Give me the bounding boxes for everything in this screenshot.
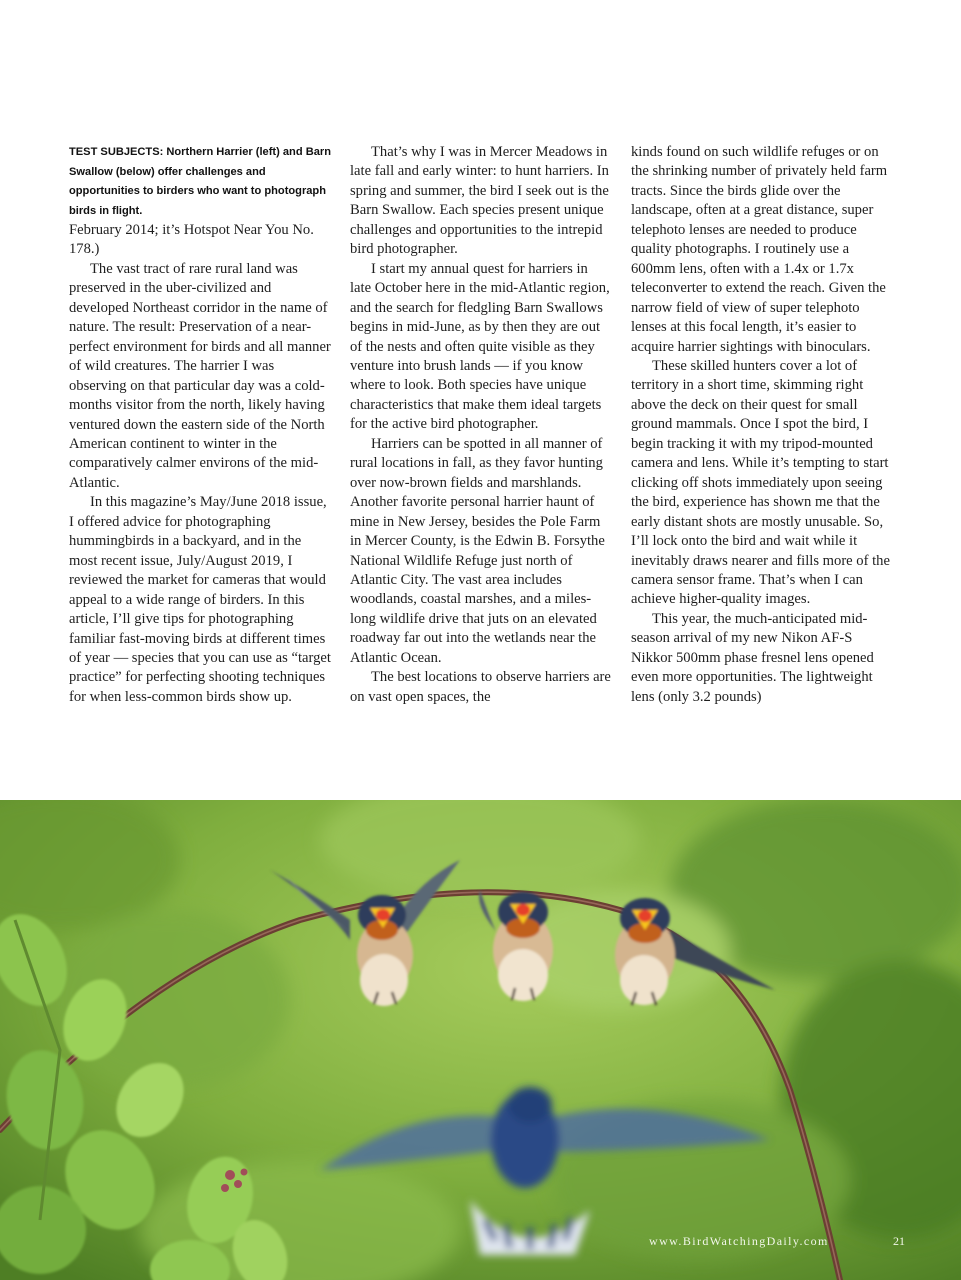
- paragraph: The vast tract of rare rural land was preserved in the uber-civilized and developed Northeast corridor in the name of nature. The result: Preservation of a near-perfect environment for birds and all manner of wild creatures. The harrier I was observing on that particular day was a cold-months visitor from the north, likely having ventured down the eastern side of the North American continent to winter in the comparatively calmer environs of the mid-Atlantic.: [69, 260, 331, 491]
- article-column-2: [350, 143, 612, 707]
- paragraph: The best locations to observe harriers are on vast open spaces, the: [350, 669, 611, 705]
- paragraph: This year, the much-anticipated mid-season arrival of my new Nikon AF-S Nikkor 500mm phase fresnel lens opened even more opportunities. The lightweight lens (only 3.2 pounds): [631, 610, 874, 705]
- website-url: www.BirdWatchingDaily.com: [649, 1234, 829, 1248]
- barn-swallow-photo: [0, 800, 961, 1280]
- paragraph: I start my annual quest for harriers in late October here in the mid-Atlantic region, and the search for fledgling Barn Swallows begins in mid-June, as by then they are out of the nests and often quite visible as they venture into brush lands — if you know where to look. Both species have unique characteristics that make them ideal targets for the active bird photographer.: [350, 260, 610, 433]
- paragraph: That’s why I was in Mercer Meadows in late fall and early winter: to hunt harriers. In spring and summer, the bird I seek out is the Barn Swallow. Each species present unique challenges and opportunities to the intrepid bird photographer.: [350, 144, 609, 258]
- paragraph: These skilled hunters cover a lot of territory in a short time, skimming right above the deck on their quest for small ground mammals. Once I spot the bird, I begin tracking it with my tripod-mounted camera and lens. While it’s tempting to start clicking off shots immediately upon seeing the bird, experience has shown me that the early distant shots are mostly unusable. So, I’ll lock onto the bird and wait while it inevitably draws nearer and fills more of the camera sensor frame. That’s when I can achieve higher-quality images.: [631, 357, 890, 608]
- article-column-1: [69, 143, 331, 707]
- photo-caption: TEST SUBJECTS: Northern Harrier (left) and Barn Swallow (below) offer challenges and opportunities to birders who want to photograph birds in flight.: [69, 146, 331, 217]
- paragraph: In this magazine’s May/June 2018 issue, I offered advice for photographing hummingbirds in a backyard, and in the most recent issue, July/August 2019, I reviewed the market for cameras that would appeal to a wide range of birders. In this article, I’ll give tips for photographing familiar fast-moving birds at different times of year — species that you can use as “target practice” for perfecting shooting techniques for when less-common birds show up.: [69, 494, 331, 705]
- paragraph: Harriers can be spotted in all manner of rural locations in fall, as they favor hunting over now-brown fields and marshlands. Another favorite personal harrier haunt of mine in New Jersey, besides the Pole Farm in Mercer County, is the Edwin B. Forsythe National Wildlife Refuge just north of Atlantic City. The vast area includes woodlands, coastal marshes, and a miles-long wildlife drive that juts on an elevated roadway far out into the wetlands near the Atlantic Ocean.: [350, 435, 605, 666]
- paragraph: February 2014; it’s Hotspot Near You No. 178.): [69, 222, 314, 258]
- paragraph: kinds found on such wildlife refuges or on the shrinking number of privately held farm tracts. Since the birds glide over the landscape, often at a great distance, super telephoto lenses are needed to produce quality photographs. I routinely use a 600mm lens, often with a 1.4x or 1.7x teleconverter to extend the reach. Given the narrow field of view of super telephoto lenses at this focal length, it’s easier to acquire harrier sightings with binoculars.: [631, 144, 888, 355]
- article-column-3: [631, 143, 893, 707]
- page-number: 21: [893, 1234, 905, 1248]
